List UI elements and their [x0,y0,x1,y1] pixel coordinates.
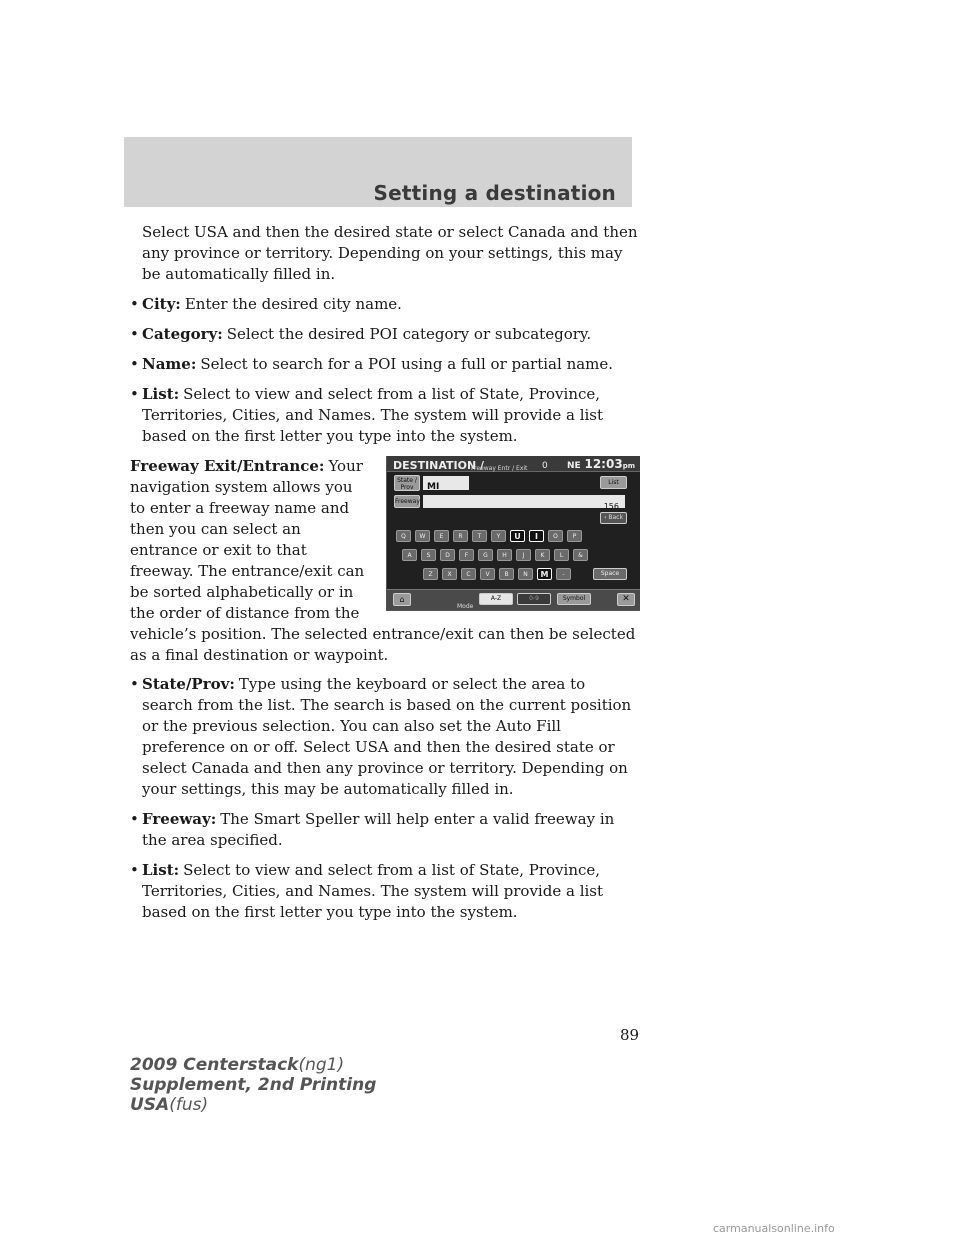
footer-line-2: Supplement, 2nd Printing [130,1075,377,1095]
bullet-dot: • [130,295,139,313]
key-m[interactable]: M [537,568,552,580]
footer-title: 2009 Centerstack [130,1055,299,1075]
bullet-dot: • [130,861,139,879]
bullet-state-prov [130,674,640,800]
clock-suffix: pm [622,462,635,470]
bullet-term: List: [142,385,180,403]
close-icon[interactable]: ✕ [617,593,635,606]
key-w[interactable]: W [415,530,430,542]
freeway-count: 156 [603,502,619,511]
bullet-list [130,384,640,447]
key-j[interactable]: J [516,549,531,561]
screen-title: DESTINATION / [393,459,485,472]
bullet-dot: • [130,675,139,693]
key-s[interactable]: S [421,549,436,561]
freeway-button[interactable]: Freeway [394,495,420,508]
list-button[interactable]: List [600,476,627,489]
page-content [130,222,640,932]
bullet-term: Name: [142,355,197,373]
bullet-text: Select the desired POI category or subcategory. [226,325,592,343]
bullet-text: Type using the keyboard or select the area to search from the list. The search is based on the current position or the previous selection. You can also set the Auto Fill preference on or off. Select USA and then the desired state or select Canada and then any province or territory. Depending on your settings, this may be automatically filled in. [142,675,632,798]
footer-region: USA [130,1095,170,1115]
compass-icon: NE [567,461,581,471]
space-key[interactable]: Space [593,568,627,580]
bullet-dot: • [130,325,139,343]
key-r[interactable]: R [453,530,468,542]
key-k[interactable]: K [535,549,550,561]
home-icon[interactable]: ⌂ [393,593,411,606]
key-f[interactable]: F [459,549,474,561]
bullet-term: State/Prov: [142,675,235,693]
header-band [124,137,632,207]
key-a[interactable]: A [402,549,417,561]
key-v[interactable]: V [480,568,495,580]
screen-clock [584,456,635,477]
mode-09-button[interactable]: 0-9 [517,593,551,605]
back-button[interactable]: ‹ Back [600,512,627,524]
footer-line-3 [130,1095,376,1115]
section-title: Setting a destination [373,181,616,205]
footer [130,1055,376,1115]
poi-bullet-list [130,294,640,447]
bullet-dot: • [130,355,139,373]
key-e[interactable]: E [434,530,449,542]
freeway-input[interactable] [423,495,625,511]
key-g[interactable]: G [478,549,493,561]
page-number: 89 [620,1026,640,1044]
bullet-freeway [130,809,640,851]
satellite-count: 0 [542,461,548,471]
key-z[interactable]: Z [423,568,438,580]
bullet-text: The Smart Speller will help enter a valid freeway in the area specified. [142,810,615,849]
bullet-city [130,294,640,315]
freeway-term: Freeway Exit/Entrance: [130,457,325,475]
bullet-dot: • [130,810,139,828]
bullet-term: Freeway: [142,810,217,828]
bullet-dot: • [130,385,139,403]
key-q[interactable]: Q [396,530,411,542]
nav-screen-image [386,456,640,611]
key-t[interactable]: T [472,530,487,542]
bullet-list-2 [130,860,640,923]
key-ampersand[interactable]: & [573,549,588,561]
key-l[interactable]: L [554,549,569,561]
key-i[interactable]: I [529,530,544,542]
bullet-text: Select to view and select from a list of State, Province, Territories, Cities, and Names. The system will provide a list based on the first letter you type into the system. [142,861,604,921]
mode-label: Mode [457,603,474,610]
bullet-category [130,324,640,345]
intro-paragraph: Select USA and then the desired state or select Canada and then any province or territory. Depending on your settings, this may be automatically filled in. [142,223,638,283]
screen-bottom-bar [387,589,640,610]
state-value-field[interactable]: MI [423,476,469,490]
key-h[interactable]: H [497,549,512,561]
key-x[interactable]: X [442,568,457,580]
bullet-term: Category: [142,325,223,343]
footer-code: (ng1) [298,1055,345,1075]
bullet-text: Enter the desired city name. [184,295,402,313]
symbol-button[interactable]: Symbol [557,593,591,605]
bullet-term: List: [142,861,180,879]
screen-subtitle: Freeway Entr / Exit [471,465,528,472]
key-d[interactable]: D [440,549,455,561]
key-dash[interactable]: - [556,568,571,580]
bullet-text: Select to view and select from a list of State, Province, Territories, Cities, and Names. The system will provide a list based on the first letter you type into the system. [142,385,604,445]
bullet-term: City: [142,295,181,313]
key-y[interactable]: Y [491,530,506,542]
key-n[interactable]: N [518,568,533,580]
key-u[interactable]: U [510,530,525,542]
screen-title-bar [387,456,640,472]
freeway-section [130,456,640,666]
state-prov-button[interactable]: State / Prov [394,475,420,491]
bullet-name [130,354,640,375]
bullet-text: Select to search for a POI using a full or partial name. [200,355,614,373]
footer-line-1 [130,1055,376,1075]
footer-region-code: (fus) [169,1095,209,1115]
key-c[interactable]: C [461,568,476,580]
freeway-text: Your navigation system allows you to enter a freeway name and then you can select an entrance or exit to that freeway. The entrance/exit can be sorted alphabetically or in the order of distance from the vehicle’s position. The selected entrance/exit can then be selected as a final destination or waypoint. [130,457,636,664]
key-b[interactable]: B [499,568,514,580]
watermark: carmanualsonline.info [713,1222,835,1235]
key-p[interactable]: P [567,530,582,542]
clock-time: 12:03 [584,457,623,471]
freeway-bullet-list [130,674,640,923]
key-o[interactable]: O [548,530,563,542]
mode-az-button[interactable]: A-Z [479,593,513,605]
